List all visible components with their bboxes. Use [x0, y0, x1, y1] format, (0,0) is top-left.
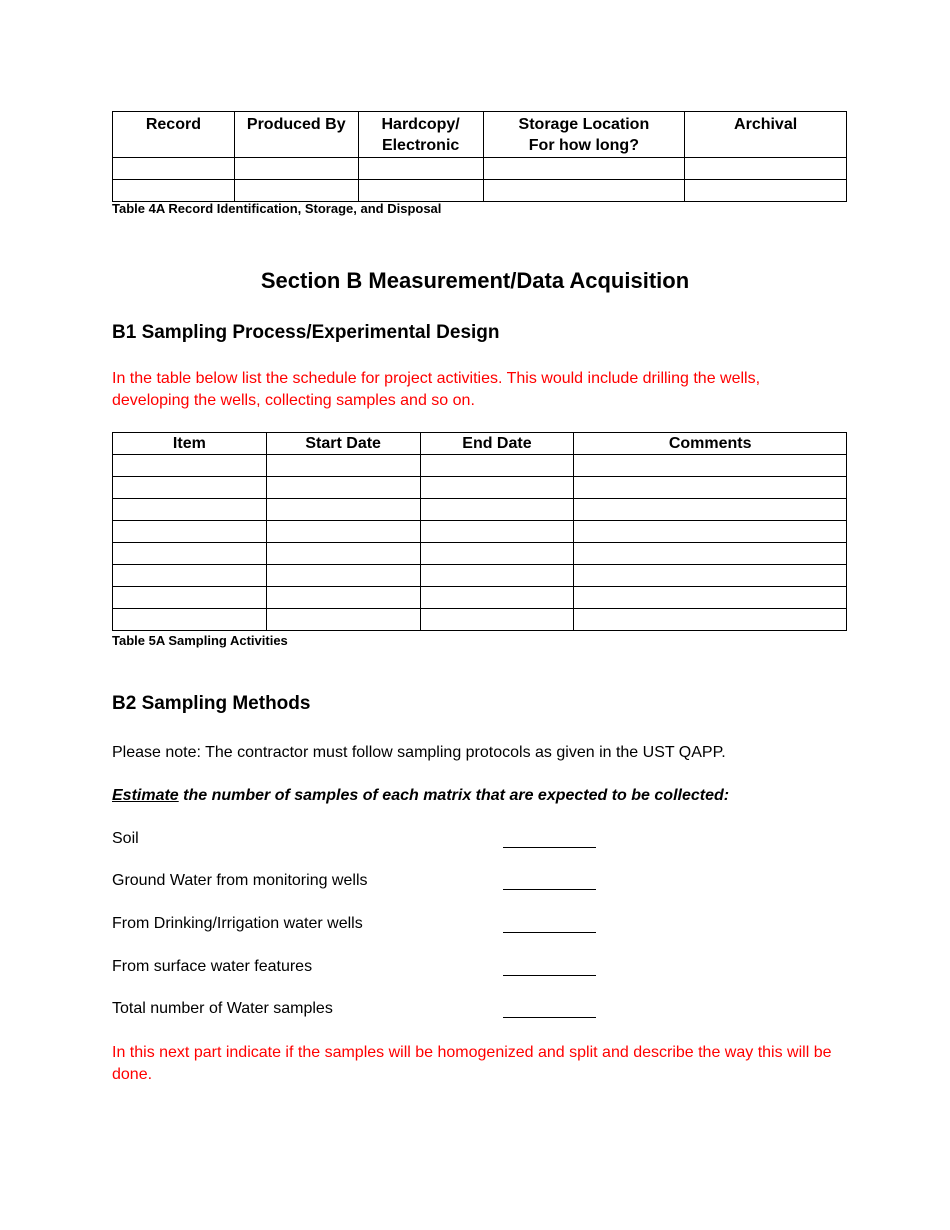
surface-water-count-field[interactable]: [503, 957, 596, 976]
table-cell[interactable]: [420, 521, 574, 543]
table-cell[interactable]: [574, 521, 847, 543]
estimate-word: Estimate: [112, 787, 179, 804]
b2-heading: B2 Sampling Methods: [112, 693, 311, 714]
header-hardcopy-label: Hardcopy/: [381, 116, 460, 133]
header-record: Record: [113, 112, 235, 158]
table-row: [113, 477, 847, 499]
table-row: [113, 158, 847, 180]
drinking-water-count-field[interactable]: [503, 914, 596, 933]
sampling-activities-table: [112, 432, 847, 631]
table-header-row: [113, 433, 847, 455]
table-cell[interactable]: [574, 543, 847, 565]
table-cell[interactable]: [358, 158, 483, 180]
table-4a-caption: Table 4A Record Identification, Storage, and Disposal: [112, 201, 442, 216]
groundwater-count-field[interactable]: [503, 871, 596, 890]
total-water-count-field[interactable]: [503, 999, 596, 1018]
table-cell[interactable]: [483, 158, 685, 180]
table-cell[interactable]: [113, 521, 267, 543]
table-cell[interactable]: [420, 543, 574, 565]
table-cell[interactable]: [113, 609, 267, 631]
table-cell[interactable]: [420, 587, 574, 609]
table-cell[interactable]: [358, 180, 483, 202]
table-cell[interactable]: [420, 455, 574, 477]
header-comments: Comments: [574, 433, 847, 455]
header-electronic-label: Electronic: [381, 137, 460, 154]
table-cell[interactable]: [574, 565, 847, 587]
header-archival: Archival: [685, 112, 847, 158]
table-cell[interactable]: [574, 609, 847, 631]
estimate-rest: the number of samples of each matrix that are expected to be collected:: [178, 787, 730, 804]
header-item: Item: [113, 433, 267, 455]
header-hardcopy-electronic: [358, 112, 483, 158]
header-end-date: End Date: [420, 433, 574, 455]
b1-heading: B1 Sampling Process/Experimental Design: [112, 322, 500, 343]
table-5a-caption: Table 5A Sampling Activities: [112, 633, 288, 648]
matrix-label-surface-water: From surface water features: [112, 958, 313, 975]
matrix-label-soil: Soil: [112, 830, 139, 847]
section-title: Section B Measurement/Data Acquisition: [260, 268, 690, 293]
table-row: [113, 180, 847, 202]
header-how-long-label: For how long?: [528, 137, 639, 154]
table-cell[interactable]: [420, 609, 574, 631]
homogenize-instruction: In this next part indicate if the samples will be homogenized and split and describe the way this will be done.: [112, 1044, 832, 1083]
table-row: [113, 455, 847, 477]
table-cell[interactable]: [266, 587, 420, 609]
table-cell[interactable]: [113, 455, 267, 477]
table-cell[interactable]: [266, 543, 420, 565]
table-cell[interactable]: [113, 158, 235, 180]
soil-count-field[interactable]: [503, 829, 596, 848]
table-cell[interactable]: [266, 521, 420, 543]
table-cell[interactable]: [113, 565, 267, 587]
record-table: [112, 111, 847, 202]
table-cell[interactable]: [420, 499, 574, 521]
table-cell[interactable]: [266, 477, 420, 499]
table-cell[interactable]: [234, 180, 358, 202]
table-cell[interactable]: [113, 543, 267, 565]
table-cell[interactable]: [574, 499, 847, 521]
matrix-label-total-water: Total number of Water samples: [112, 1000, 333, 1017]
table-cell[interactable]: [266, 499, 420, 521]
table-cell[interactable]: [483, 180, 685, 202]
table-row: [113, 609, 847, 631]
table-row: [113, 521, 847, 543]
table-cell[interactable]: [113, 180, 235, 202]
table-row: [113, 499, 847, 521]
table-cell[interactable]: [113, 499, 267, 521]
matrix-label-groundwater: Ground Water from monitoring wells: [112, 872, 368, 889]
table-cell[interactable]: [420, 477, 574, 499]
table-cell[interactable]: [266, 609, 420, 631]
estimate-prompt: [112, 787, 729, 805]
table-cell[interactable]: [234, 158, 358, 180]
b1-instruction: In the table below list the schedule for project activities. This would include drilling the wells, developing the wells, collecting samples and so on.: [112, 370, 761, 409]
table-cell[interactable]: [574, 477, 847, 499]
table-cell[interactable]: [266, 455, 420, 477]
table-cell[interactable]: [685, 180, 847, 202]
header-start-date: Start Date: [266, 433, 420, 455]
table-cell[interactable]: [574, 455, 847, 477]
header-produced-by: Produced By: [234, 112, 358, 158]
table-row: [113, 565, 847, 587]
table-row: [113, 587, 847, 609]
table-cell[interactable]: [685, 158, 847, 180]
table-cell[interactable]: [113, 477, 267, 499]
table-cell[interactable]: [420, 565, 574, 587]
table-header-row: [113, 112, 847, 158]
matrix-label-drinking-water: From Drinking/Irrigation water wells: [112, 915, 363, 932]
b2-note: Please note: The contractor must follow sampling protocols as given in the UST QAPP.: [112, 744, 726, 761]
header-storage-location: [483, 112, 685, 158]
table-cell[interactable]: [113, 587, 267, 609]
table-cell[interactable]: [574, 587, 847, 609]
table-cell[interactable]: [266, 565, 420, 587]
header-storage-label: Storage Location: [518, 116, 650, 133]
table-row: [113, 543, 847, 565]
